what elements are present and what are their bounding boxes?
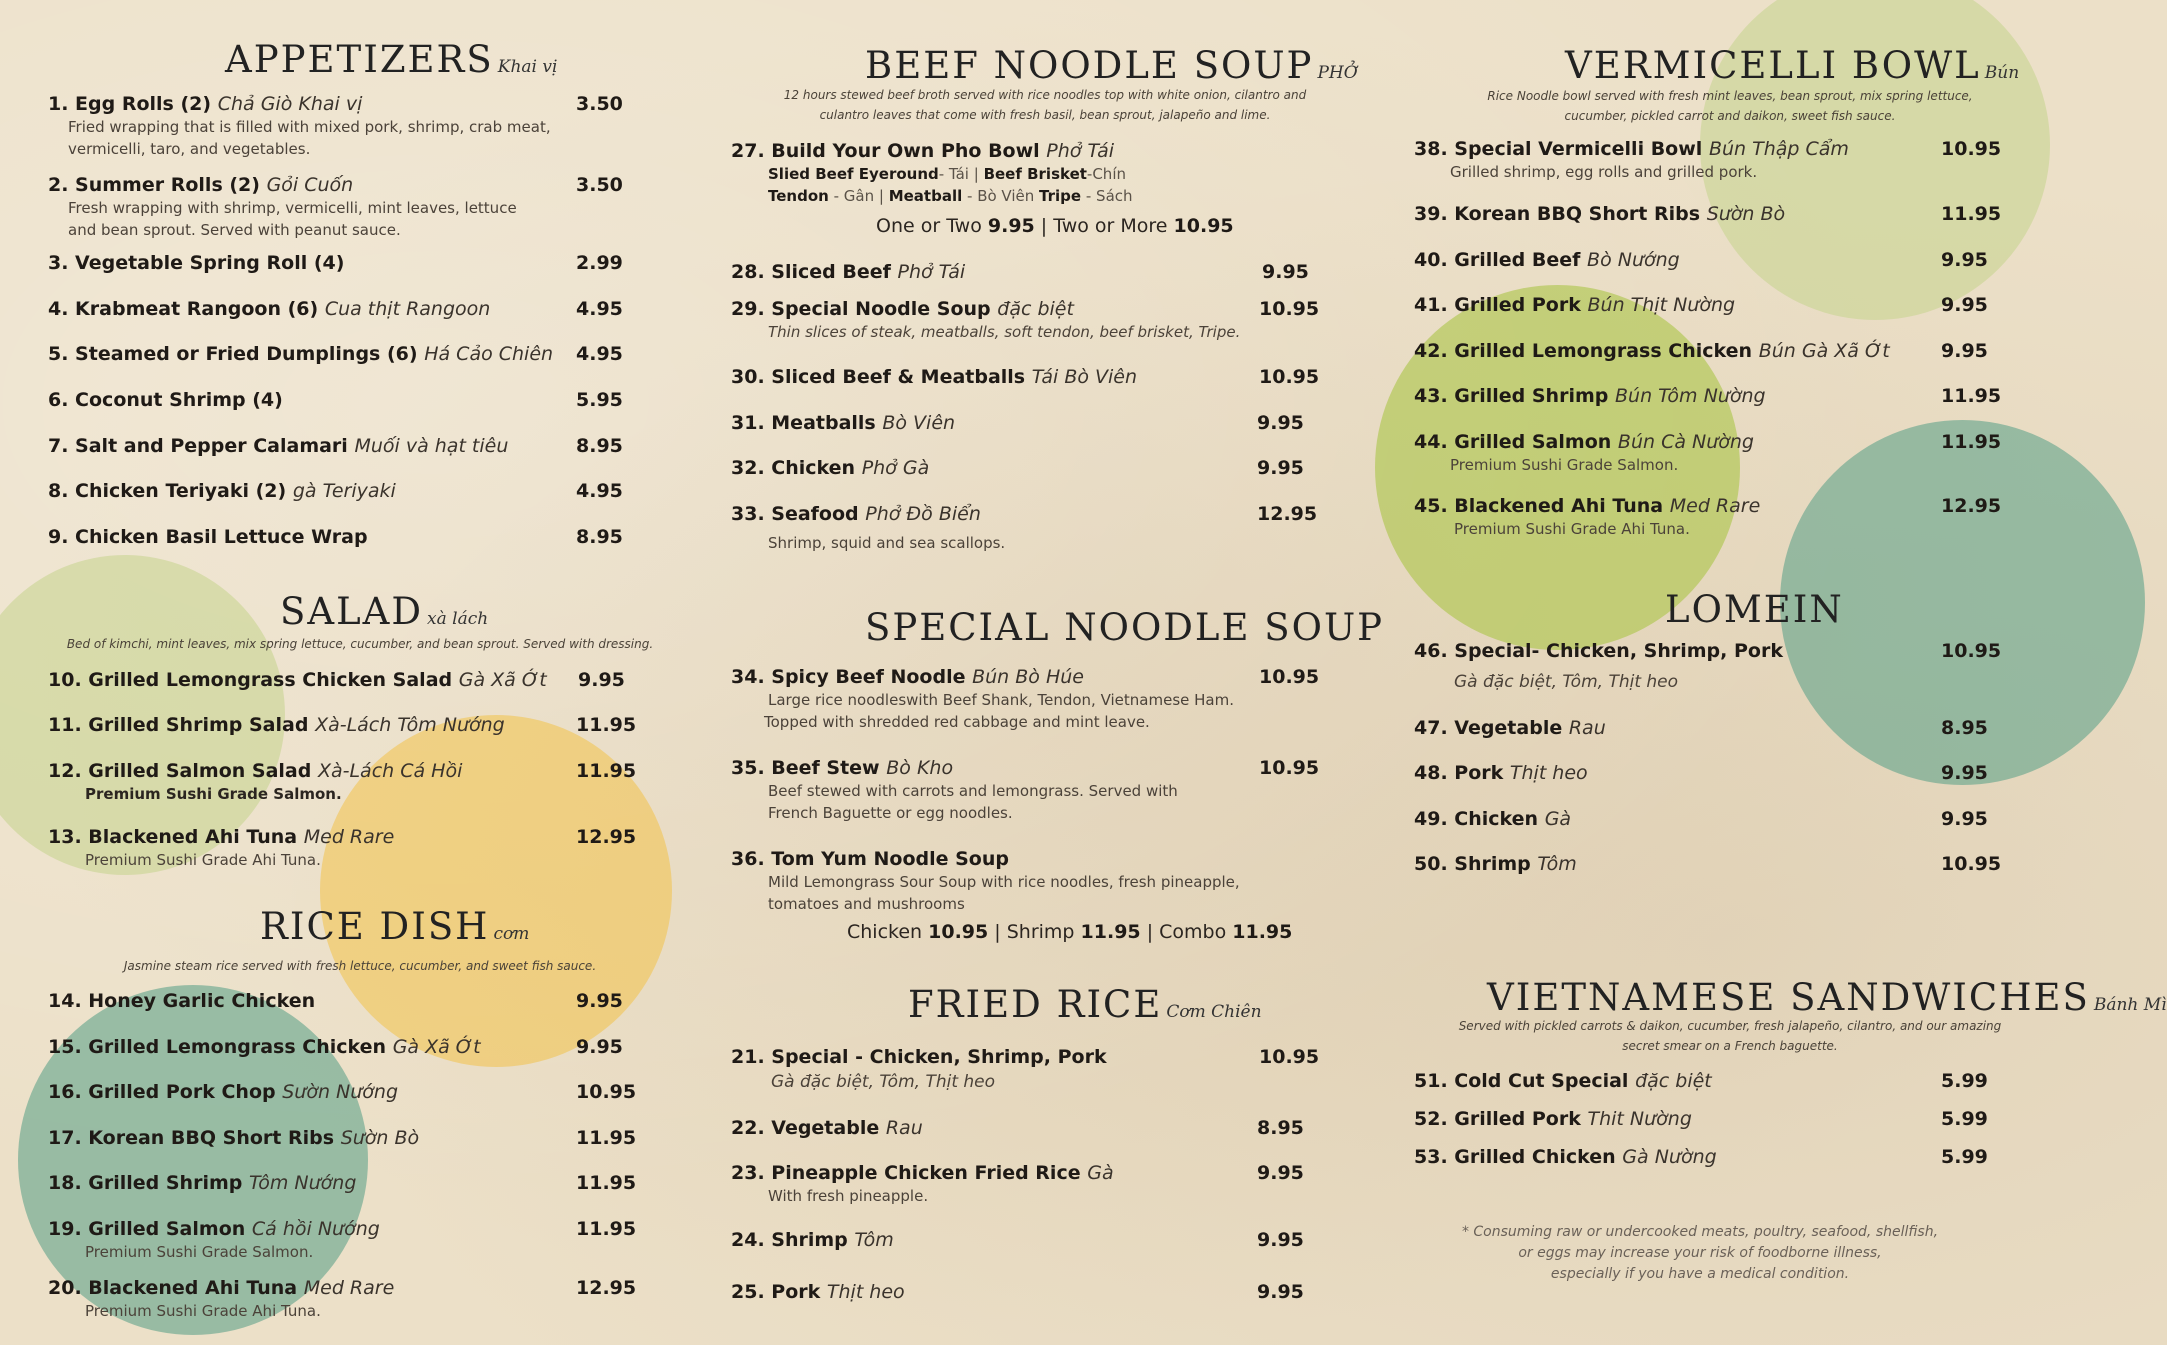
- item-viet: Phở Tái: [897, 261, 966, 283]
- appetizers-subtitle: Khai vị: [497, 57, 558, 77]
- item-viet: đặc biệt: [997, 298, 1074, 320]
- menu-item-51: [1414, 1070, 1712, 1092]
- item-viet: Cá hồi Nướng: [251, 1218, 380, 1240]
- item-viet: Phở Đồ Biển: [865, 503, 981, 525]
- item-price: 2.99: [576, 252, 623, 274]
- menu-item-23: [731, 1162, 1114, 1206]
- disclaimer-line: or eggs may increase your risk of foodborne illness,: [1518, 1245, 1882, 1261]
- item-name: 49. Chicken: [1414, 808, 1539, 830]
- item-price: 9.95: [1262, 261, 1309, 283]
- item-viet: Muối và hạt tiêu: [354, 435, 509, 457]
- description-line: secret smear on a French baguette.: [1622, 1039, 1838, 1053]
- item-name: 19. Grilled Salmon: [48, 1218, 246, 1240]
- item-name: 17. Korean BBQ Short Ribs: [48, 1127, 335, 1149]
- item-price: 3.50: [576, 174, 623, 196]
- item-viet: Sườn Nướng: [282, 1081, 399, 1103]
- option-viet: - Tái |: [938, 165, 984, 183]
- menu-item-36: [731, 848, 1240, 914]
- item-name: 15. Grilled Lemongrass Chicken: [48, 1036, 387, 1058]
- item-price: 4.95: [576, 343, 623, 365]
- salad-heading: [280, 590, 488, 633]
- item-name: 8. Chicken Teriyaki (2): [48, 480, 287, 502]
- item-name: 45. Blackened Ahi Tuna: [1414, 495, 1664, 517]
- item-note: tomatoes and mushrooms: [768, 895, 965, 913]
- item-note: Premium Sushi Grade Salmon.: [85, 785, 342, 803]
- item-viet: Xà-Lách Cá Hồi: [317, 760, 463, 782]
- menu-item-6: [48, 389, 283, 411]
- item-viet: Há Cảo Chiên: [424, 343, 554, 365]
- item-price: 11.95: [1941, 385, 2002, 407]
- item-name: 27. Build Your Own Pho Bowl: [731, 140, 1040, 162]
- item-viet: Sườn Bò: [340, 1127, 420, 1149]
- item-name: 33. Seafood: [731, 503, 859, 525]
- item-note: Mild Lemongrass Sour Soup with rice noodles, fresh pineapple,: [768, 873, 1240, 891]
- item-name: 11. Grilled Shrimp Salad: [48, 714, 309, 736]
- option-name: Tendon: [768, 187, 829, 205]
- menu-item-43: [1414, 385, 1766, 407]
- item-name: 34. Spicy Beef Noodle: [731, 666, 966, 688]
- item-name: 2. Summer Rolls (2): [48, 174, 260, 196]
- item-name: 1. Egg Rolls (2): [48, 93, 212, 115]
- menu-item-33: [731, 503, 1005, 553]
- item-viet: Tái Bò Viên: [1031, 366, 1138, 388]
- item-name: 12. Grilled Salmon Salad: [48, 760, 312, 782]
- item-note: Topped with shredded red cabbage and mint leave.: [764, 713, 1150, 731]
- item-price: 4.95: [576, 480, 623, 502]
- item-note: Premium Sushi Grade Ahi Tuna.: [85, 851, 321, 869]
- menu-item-15: [48, 1036, 481, 1058]
- item-name: 35. Beef Stew: [731, 757, 880, 779]
- menu-item-46: [1414, 640, 1783, 692]
- item-viet: Bò Viên: [882, 412, 956, 434]
- item-note: vermicelli, taro, and vegetables.: [68, 140, 311, 158]
- menu-item-41: [1414, 294, 1735, 316]
- rice-dish-heading: [260, 905, 529, 948]
- item-name: 28. Sliced Beef: [731, 261, 891, 283]
- item-name: 10. Grilled Lemongrass Chicken Salad: [48, 669, 453, 691]
- item-viet: Sườn Bò: [1706, 203, 1786, 225]
- menu-item-42: [1414, 340, 1890, 362]
- item-note: Gà đặc biệt, Tôm, Thịt heo: [1454, 672, 1679, 692]
- item-viet: Gà Xã Ớt: [458, 669, 547, 691]
- menu-item-45: [1414, 495, 1760, 539]
- item-price: 5.99: [1941, 1146, 1988, 1168]
- item-name: 21. Special - Chicken, Shrimp, Pork: [731, 1046, 1107, 1068]
- menu-item-4: [48, 298, 490, 320]
- item-price: 10.95: [576, 1081, 637, 1103]
- menu-item-52: [1414, 1108, 1692, 1130]
- vermicelli-bowl-heading: [1565, 44, 2019, 87]
- item-viet: Bò Kho: [886, 757, 954, 779]
- item-name: 14. Honey Garlic Chicken: [48, 990, 316, 1012]
- description-line: culantro leaves that come with fresh basil, bean sprout, jalapeño and lime.: [819, 108, 1271, 122]
- item-name: 20. Blackened Ahi Tuna: [48, 1277, 298, 1299]
- menu-item-20: [48, 1277, 394, 1321]
- pricing-value: 9.95: [987, 215, 1035, 237]
- item-viet: Med Rare: [1669, 495, 1761, 517]
- pricing-label: | Combo: [1140, 921, 1233, 943]
- description-line: cucumber, pickled carrot and daikon, sweet fish sauce.: [1564, 109, 1896, 123]
- item-price: 12.95: [1257, 503, 1318, 525]
- item-price: 3.50: [576, 93, 623, 115]
- item-viet: Tôm Nướng: [249, 1172, 357, 1194]
- item-price: 9.95: [1941, 294, 1988, 316]
- menu-item-5: [48, 343, 553, 365]
- item-name: 38. Special Vermicelli Bowl: [1414, 138, 1703, 160]
- menu-item-48: [1414, 762, 1588, 784]
- item-note: Grilled shrimp, egg rolls and grilled pork.: [1450, 163, 1758, 181]
- item-name: 40. Grilled Beef: [1414, 249, 1581, 271]
- menu-item-29: [731, 298, 1240, 342]
- item-name: 53. Grilled Chicken: [1414, 1146, 1616, 1168]
- item-viet: Thit Nường: [1587, 1108, 1692, 1130]
- menu-item-1: [48, 93, 551, 159]
- menu-item-39: [1414, 203, 1785, 225]
- item-note: Shrimp, squid and sea scallops.: [768, 534, 1006, 552]
- item-price: 10.95: [1941, 853, 2002, 875]
- item-viet: Chả Giò Khai vị: [217, 93, 363, 115]
- item-viet: gà Teriyaki: [292, 480, 396, 502]
- item-name: 25. Pork: [731, 1281, 821, 1303]
- item-price: 9.95: [1257, 412, 1304, 434]
- menu-item-31: [731, 412, 955, 434]
- item-name: 6. Coconut Shrimp (4): [48, 389, 283, 411]
- vermicelli-bowl-description: [1430, 86, 2030, 126]
- menu-item-9: [48, 526, 368, 548]
- item-viet: Bún Thịt Nường: [1587, 294, 1736, 316]
- description-line: Served with pickled carrots & daikon, cucumber, fresh jalapeño, cilantro, and our amazing: [1458, 1019, 2002, 1033]
- item-price: 9.95: [1941, 762, 1988, 784]
- item-viet: Gà Nường: [1622, 1146, 1717, 1168]
- item-price: 5.99: [1941, 1070, 1988, 1092]
- item-viet: Bún Gà Xã Ớt: [1758, 340, 1890, 362]
- menu-item-3: [48, 252, 344, 274]
- item-price: 8.95: [1257, 1117, 1304, 1139]
- menu-item-30: [731, 366, 1137, 388]
- item-price: 11.95: [576, 714, 637, 736]
- item-note: Premium Sushi Grade Salmon.: [1450, 456, 1679, 474]
- item-price: 12.95: [1941, 495, 2002, 517]
- item-name: 3. Vegetable Spring Roll (4): [48, 252, 345, 274]
- beef-noodle-soup-title: BEEF NOODLE SOUP: [865, 44, 1314, 87]
- item-price: 9.95: [1257, 1229, 1304, 1251]
- pho-pricing: [876, 215, 1234, 237]
- menu-item-25: [731, 1281, 905, 1303]
- pricing-value: 10.95: [1173, 215, 1234, 237]
- item-price: 10.95: [1259, 1046, 1320, 1068]
- fried-rice-subtitle: Cơm Chiên: [1166, 1002, 1262, 1022]
- special-noodle-soup-heading: [865, 606, 1384, 649]
- item-note: Premium Sushi Grade Salmon.: [85, 1243, 314, 1261]
- item-note: Large rice noodleswith Beef Shank, Tendon, Vietnamese Ham.: [768, 691, 1234, 709]
- item-price: 12.95: [576, 1277, 637, 1299]
- rice-dish-title: RICE DISH: [260, 905, 490, 948]
- item-name: 39. Korean BBQ Short Ribs: [1414, 203, 1701, 225]
- item-viet: Med Rare: [303, 826, 395, 848]
- sandwiches-description: [1420, 1016, 2040, 1056]
- pricing-value: 11.95: [1080, 921, 1141, 943]
- appetizers-heading: [225, 38, 557, 81]
- item-name: 16. Grilled Pork Chop: [48, 1081, 276, 1103]
- menu-item-16: [48, 1081, 398, 1103]
- item-note: and bean sprout. Served with peanut sauce.: [68, 221, 401, 239]
- item-viet: Gà: [1544, 808, 1572, 830]
- rice-dish-description: Jasmine steam rice served with fresh lettuce, cucumber, and sweet fish sauce.: [123, 959, 597, 973]
- item-viet: Bò Nướng: [1587, 249, 1680, 271]
- item-viet: đặc biệt: [1635, 1070, 1712, 1092]
- description-line: Rice Noodle bowl served with fresh mint leaves, bean sprout, mix spring lettuce,: [1487, 89, 1973, 103]
- menu-item-12: [48, 760, 462, 804]
- item-name: 24. Shrimp: [731, 1229, 848, 1251]
- menu-item-40: [1414, 249, 1680, 271]
- salad-title: SALAD: [280, 590, 424, 633]
- item-name: 30. Sliced Beef & Meatballs: [731, 366, 1026, 388]
- item-viet: Rau: [1568, 717, 1606, 739]
- menu-item-32: [731, 457, 929, 479]
- item-name: 44. Grilled Salmon: [1414, 431, 1612, 453]
- item-name: 32. Chicken: [731, 457, 856, 479]
- item-price: 11.95: [576, 1218, 637, 1240]
- item-price: 10.95: [1259, 757, 1320, 779]
- option-name: Tripe: [1039, 187, 1082, 205]
- item-name: 31. Meatballs: [731, 412, 876, 434]
- sandwiches-heading: [1487, 976, 2167, 1019]
- item-price: 11.95: [1941, 431, 2002, 453]
- item-name: 48. Pork: [1414, 762, 1504, 784]
- item-note: Fresh wrapping with shrimp, vermicelli, mint leaves, lettuce: [68, 199, 517, 217]
- item-price: 11.95: [1941, 203, 2002, 225]
- salad-subtitle: xà lách: [427, 609, 489, 629]
- menu-item-49: [1414, 808, 1571, 830]
- food-safety-disclaimer: [1400, 1222, 2000, 1285]
- menu-item-53: [1414, 1146, 1717, 1168]
- item-price: 10.95: [1259, 666, 1320, 688]
- menu-item-50: [1414, 853, 1577, 875]
- menu-item-18: [48, 1172, 356, 1194]
- item-price: 9.95: [1941, 249, 1988, 271]
- item-viet: Gỏi Cuốn: [266, 174, 354, 196]
- menu-item-21: [731, 1046, 1107, 1092]
- menu-item-13: [48, 826, 394, 870]
- pho-options: [768, 163, 1133, 207]
- item-name: 41. Grilled Pork: [1414, 294, 1581, 316]
- menu-item-28: [731, 261, 965, 283]
- pricing-label: | Two or More: [1034, 215, 1174, 237]
- item-price: 11.95: [576, 1172, 637, 1194]
- item-viet: Thịt heo: [826, 1281, 905, 1303]
- item-name: 42. Grilled Lemongrass Chicken: [1414, 340, 1753, 362]
- item-price: 11.95: [576, 760, 637, 782]
- item-price: 12.95: [576, 826, 637, 848]
- item-price: 9.95: [576, 990, 623, 1012]
- item-viet: Gà Xã Ớt: [392, 1036, 481, 1058]
- item-name: 9. Chicken Basil Lettuce Wrap: [48, 526, 368, 548]
- menu-item-44: [1414, 431, 1754, 475]
- vermicelli-bowl-subtitle: Bún: [1984, 63, 2020, 83]
- item-note: Premium Sushi Grade Ahi Tuna.: [85, 1302, 321, 1320]
- menu-item-38: [1414, 138, 1849, 182]
- option-viet: - Bò Viên: [962, 187, 1040, 205]
- item-name: 22. Vegetable: [731, 1117, 880, 1139]
- item-name: 23. Pineapple Chicken Fried Rice: [731, 1162, 1081, 1184]
- item-name: 5. Steamed or Fried Dumplings (6): [48, 343, 418, 365]
- menu-item-2: [48, 174, 517, 240]
- option-viet: -Chín: [1086, 165, 1126, 183]
- item-viet: Cua thịt Rangoon: [324, 298, 491, 320]
- rice-dish-subtitle: cơm: [493, 924, 530, 944]
- menu-item-27: [731, 140, 1114, 162]
- item-price: 9.95: [1941, 808, 1988, 830]
- fried-rice-heading: [908, 983, 1262, 1026]
- item-note: With fresh pineapple.: [768, 1187, 929, 1205]
- menu-item-8: [48, 480, 396, 502]
- item-name: 13. Blackened Ahi Tuna: [48, 826, 298, 848]
- item-viet: Xà-Lách Tôm Nướng: [315, 714, 505, 736]
- appetizers-title: APPETIZERS: [225, 38, 494, 81]
- menu-item-47: [1414, 717, 1606, 739]
- item-viet: Med Rare: [303, 1277, 395, 1299]
- item-price: 9.95: [1257, 457, 1304, 479]
- item-note: Beef stewed with carrots and lemongrass. Served with: [768, 782, 1178, 800]
- item-note: Gà đặc biệt, Tôm, Thịt heo: [771, 1072, 996, 1092]
- item-viet: Bún Tôm Nường: [1615, 385, 1766, 407]
- item-name: 29. Special Noodle Soup: [731, 298, 991, 320]
- item-price: 8.95: [1941, 717, 1988, 739]
- option-viet: - Gân |: [828, 187, 889, 205]
- menu-item-14: [48, 990, 315, 1012]
- sandwiches-subtitle: Bánh Mì: [2093, 995, 2167, 1015]
- item-viet: Bún Cà Nường: [1617, 431, 1754, 453]
- item-price: 8.95: [576, 435, 623, 457]
- beef-noodle-soup-subtitle: PHỞ: [1317, 63, 1358, 83]
- item-price: 9.95: [576, 1036, 623, 1058]
- item-price: 8.95: [576, 526, 623, 548]
- pricing-value: 10.95: [928, 921, 989, 943]
- item-price: 9.95: [1257, 1281, 1304, 1303]
- menu-item-17: [48, 1127, 419, 1149]
- item-price: 11.95: [576, 1127, 637, 1149]
- option-viet: - Sách: [1081, 187, 1133, 205]
- item-price: 10.95: [1941, 138, 2002, 160]
- menu-item-7: [48, 435, 508, 457]
- fried-rice-title: FRIED RICE: [908, 983, 1163, 1026]
- option-name: Meatball: [888, 187, 963, 205]
- menu-item-34: [731, 666, 1234, 732]
- menu-item-11: [48, 714, 505, 736]
- option-name: Slied Beef Eyeround: [768, 165, 939, 183]
- item-viet: Tôm: [1537, 853, 1577, 875]
- item-viet: Phở Gà: [861, 457, 930, 479]
- item-name: 4. Krabmeat Rangoon (6): [48, 298, 319, 320]
- item-price: 10.95: [1941, 640, 2002, 662]
- menu-item-35: [731, 757, 1178, 823]
- item-price: 9.95: [578, 669, 625, 691]
- item-viet: Phở Tái: [1046, 140, 1114, 162]
- lomein-heading: [1665, 588, 1844, 631]
- menu-item-24: [731, 1229, 894, 1251]
- pricing-label: Chicken: [847, 921, 929, 943]
- special-noodle-soup-title: SPECIAL NOODLE SOUP: [865, 606, 1385, 649]
- item-name: 50. Shrimp: [1414, 853, 1531, 875]
- item-name: 18. Grilled Shrimp: [48, 1172, 243, 1194]
- lomein-title: LOMEIN: [1665, 588, 1844, 631]
- pricing-label: | Shrimp: [988, 921, 1081, 943]
- beef-noodle-soup-description: [745, 85, 1345, 125]
- description-line: 12 hours stewed beef broth served with rice noodles top with white onion, cilantro and: [783, 88, 1307, 102]
- item-price: 10.95: [1259, 366, 1320, 388]
- menu-item-19: [48, 1218, 380, 1262]
- item-price: 9.95: [1941, 340, 1988, 362]
- item-viet: Tôm: [854, 1229, 894, 1251]
- item-viet: Bún Bò Húe: [972, 666, 1084, 688]
- item-viet: Rau: [885, 1117, 923, 1139]
- item-viet: Gà: [1087, 1162, 1114, 1184]
- item-viet: Thịt heo: [1509, 762, 1588, 784]
- menu-item-10: [48, 669, 547, 691]
- item-name: 51. Cold Cut Special: [1414, 1070, 1629, 1092]
- item-name: 52. Grilled Pork: [1414, 1108, 1581, 1130]
- item-note: Thin slices of steak, meatballs, soft tendon, beef brisket, Tripe.: [768, 323, 1241, 341]
- item-note: French Baguette or egg noodles.: [768, 804, 1013, 822]
- item-price: 5.95: [576, 389, 623, 411]
- item-note: Premium Sushi Grade Ahi Tuna.: [1454, 520, 1690, 538]
- beef-noodle-soup-heading: [865, 44, 1358, 87]
- vermicelli-bowl-title: VERMICELLI BOWL: [1565, 44, 1981, 87]
- disclaimer-line: especially if you have a medical condition.: [1550, 1266, 1850, 1282]
- item-price: 5.99: [1941, 1108, 1988, 1130]
- item-name: 43. Grilled Shrimp: [1414, 385, 1609, 407]
- item-viet: Bún Thập Cẩm: [1708, 138, 1849, 160]
- item-price: 4.95: [576, 298, 623, 320]
- pricing-value: 11.95: [1232, 921, 1293, 943]
- item-name: 36. Tom Yum Noodle Soup: [731, 848, 1009, 870]
- tom-yum-pricing: [847, 921, 1292, 943]
- item-name: 47. Vegetable: [1414, 717, 1563, 739]
- option-name: Beef Brisket: [983, 165, 1087, 183]
- pricing-label: One or Two: [876, 215, 988, 237]
- item-name: 7. Salt and Pepper Calamari: [48, 435, 348, 457]
- item-price: 9.95: [1257, 1162, 1304, 1184]
- salad-description: Bed of kimchi, mint leaves, mix spring lettuce, cucumber, and bean sprout. Served with dressing.: [66, 637, 654, 651]
- item-name: 46. Special- Chicken, Shrimp, Pork: [1414, 640, 1783, 662]
- item-note: Fried wrapping that is filled with mixed pork, shrimp, crab meat,: [68, 118, 551, 136]
- sandwiches-title: VIETNAMESE SANDWICHES: [1487, 976, 2090, 1019]
- item-price: 10.95: [1259, 298, 1320, 320]
- menu-item-22: [731, 1117, 923, 1139]
- disclaimer-line: * Consuming raw or undercooked meats, poultry, seafood, shellfish,: [1461, 1224, 1939, 1240]
